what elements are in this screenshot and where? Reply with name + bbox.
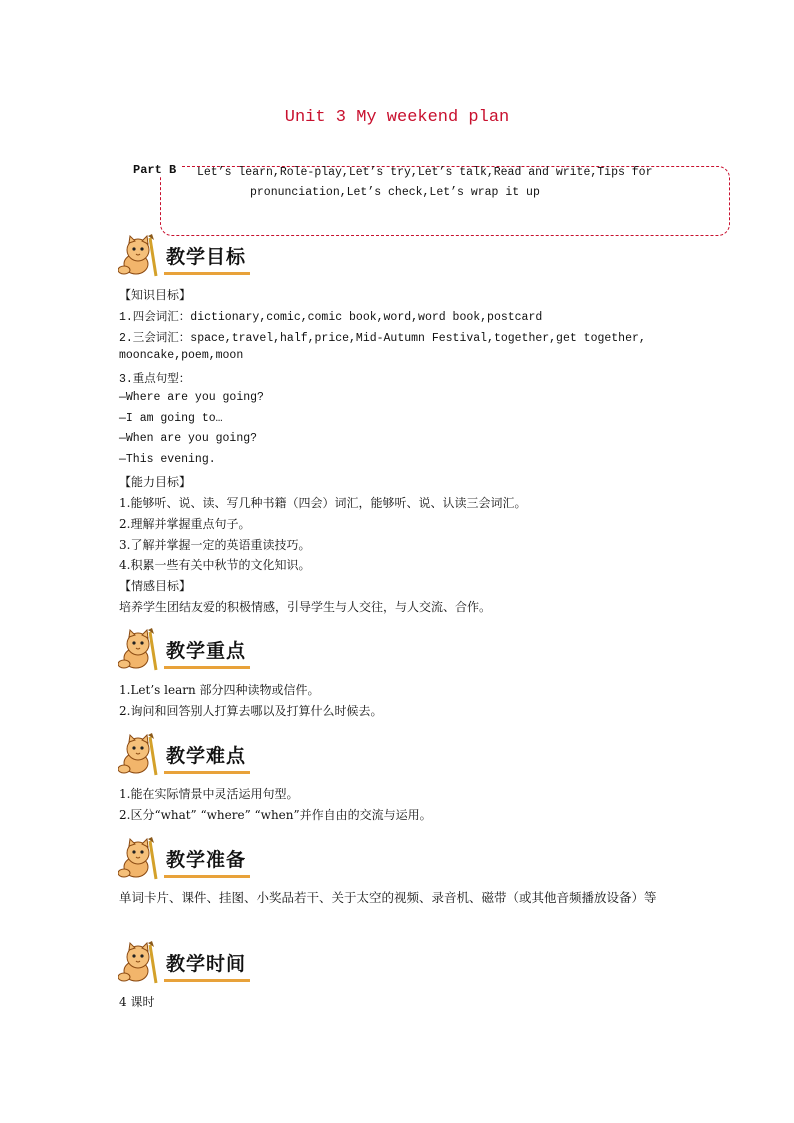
- ability-item: 1.能够听、说、读、写几种书籍（四会）词汇，能够听、说、认读三会词汇。: [119, 496, 527, 510]
- difficulty-item: 1.能在实际情景中灵活运用句型。: [119, 787, 299, 801]
- emotion-goal-title: 【情感目标】: [119, 579, 192, 593]
- section-heading-time: [118, 941, 288, 985]
- cat-mascot-icon: [118, 941, 164, 985]
- cat-mascot-icon: [118, 234, 164, 278]
- key-point-item: 2.询问和回答别人打算去哪以及打算什么时候去。: [119, 704, 383, 718]
- sentence-pattern: —I am going to…: [119, 412, 223, 425]
- sentence-pattern: —Where are you going?: [119, 391, 264, 404]
- difficulty-item: 2.区分“what” “where” “when”并作自由的交流与运用。: [119, 808, 432, 822]
- part-label: Part B: [133, 163, 180, 177]
- goal-item: 1.四会词汇：dictionary,comic,comic book,word,word book,postcard: [119, 311, 543, 324]
- document-title: Unit 3 My weekend plan: [284, 108, 510, 127]
- ability-item: 3.了解并掌握一定的英语重读技巧。: [119, 538, 311, 552]
- section-heading-difficulties: [118, 733, 288, 777]
- goal-item: mooncake,poem,moon: [119, 349, 244, 362]
- section-heading-key-points: [118, 628, 288, 672]
- section-heading-text: 教学难点: [164, 741, 250, 774]
- section-heading-text: 教学时间: [164, 949, 250, 982]
- ability-item: 4.积累一些有关中秋节的文化知识。: [119, 558, 311, 572]
- sentence-pattern: —When are you going?: [119, 432, 258, 445]
- goal-item: 2.三会词汇：space,travel,half,price,Mid-Autumn Festival,together,get together,: [119, 332, 646, 345]
- part-line-2: pronunciation,Let’s check,Let’s wrap it up: [250, 186, 540, 199]
- ability-goal-title: 【能力目标】: [119, 475, 192, 489]
- section-heading-text: 教学重点: [164, 636, 250, 669]
- sentence-pattern: —This evening.: [119, 453, 216, 466]
- knowledge-goal-title: 【知识目标】: [119, 288, 192, 302]
- goal-item: 3.重点句型：: [119, 373, 191, 386]
- cat-mascot-icon: [118, 837, 164, 881]
- emotion-item: 培养学生团结友爱的积极情感，引导学生与人交往，与人交流、合作。: [119, 600, 492, 614]
- section-heading-text: 教学准备: [164, 845, 250, 878]
- ability-item: 2.理解并掌握重点句子。: [119, 517, 251, 531]
- cat-mascot-icon: [118, 733, 164, 777]
- key-point-item: 1.Let’s learn 部分四种读物或信件。: [119, 683, 320, 697]
- section-heading-preparation: [118, 837, 288, 881]
- part-line-1: Let’s learn,Role-play,Let’s try,Let’s talk,Read and write,Tips for: [197, 166, 653, 179]
- section-heading-goals: [118, 234, 288, 278]
- time-item: 4 课时: [119, 995, 155, 1009]
- part-description: [197, 163, 717, 203]
- preparation-item: 单词卡片、课件、挂图、小奖品若干、关于太空的视频、录音机、磁带（或其他音频播放设备）等: [119, 890, 657, 905]
- cat-mascot-icon: [118, 628, 164, 672]
- section-heading-text: 教学目标: [164, 242, 250, 275]
